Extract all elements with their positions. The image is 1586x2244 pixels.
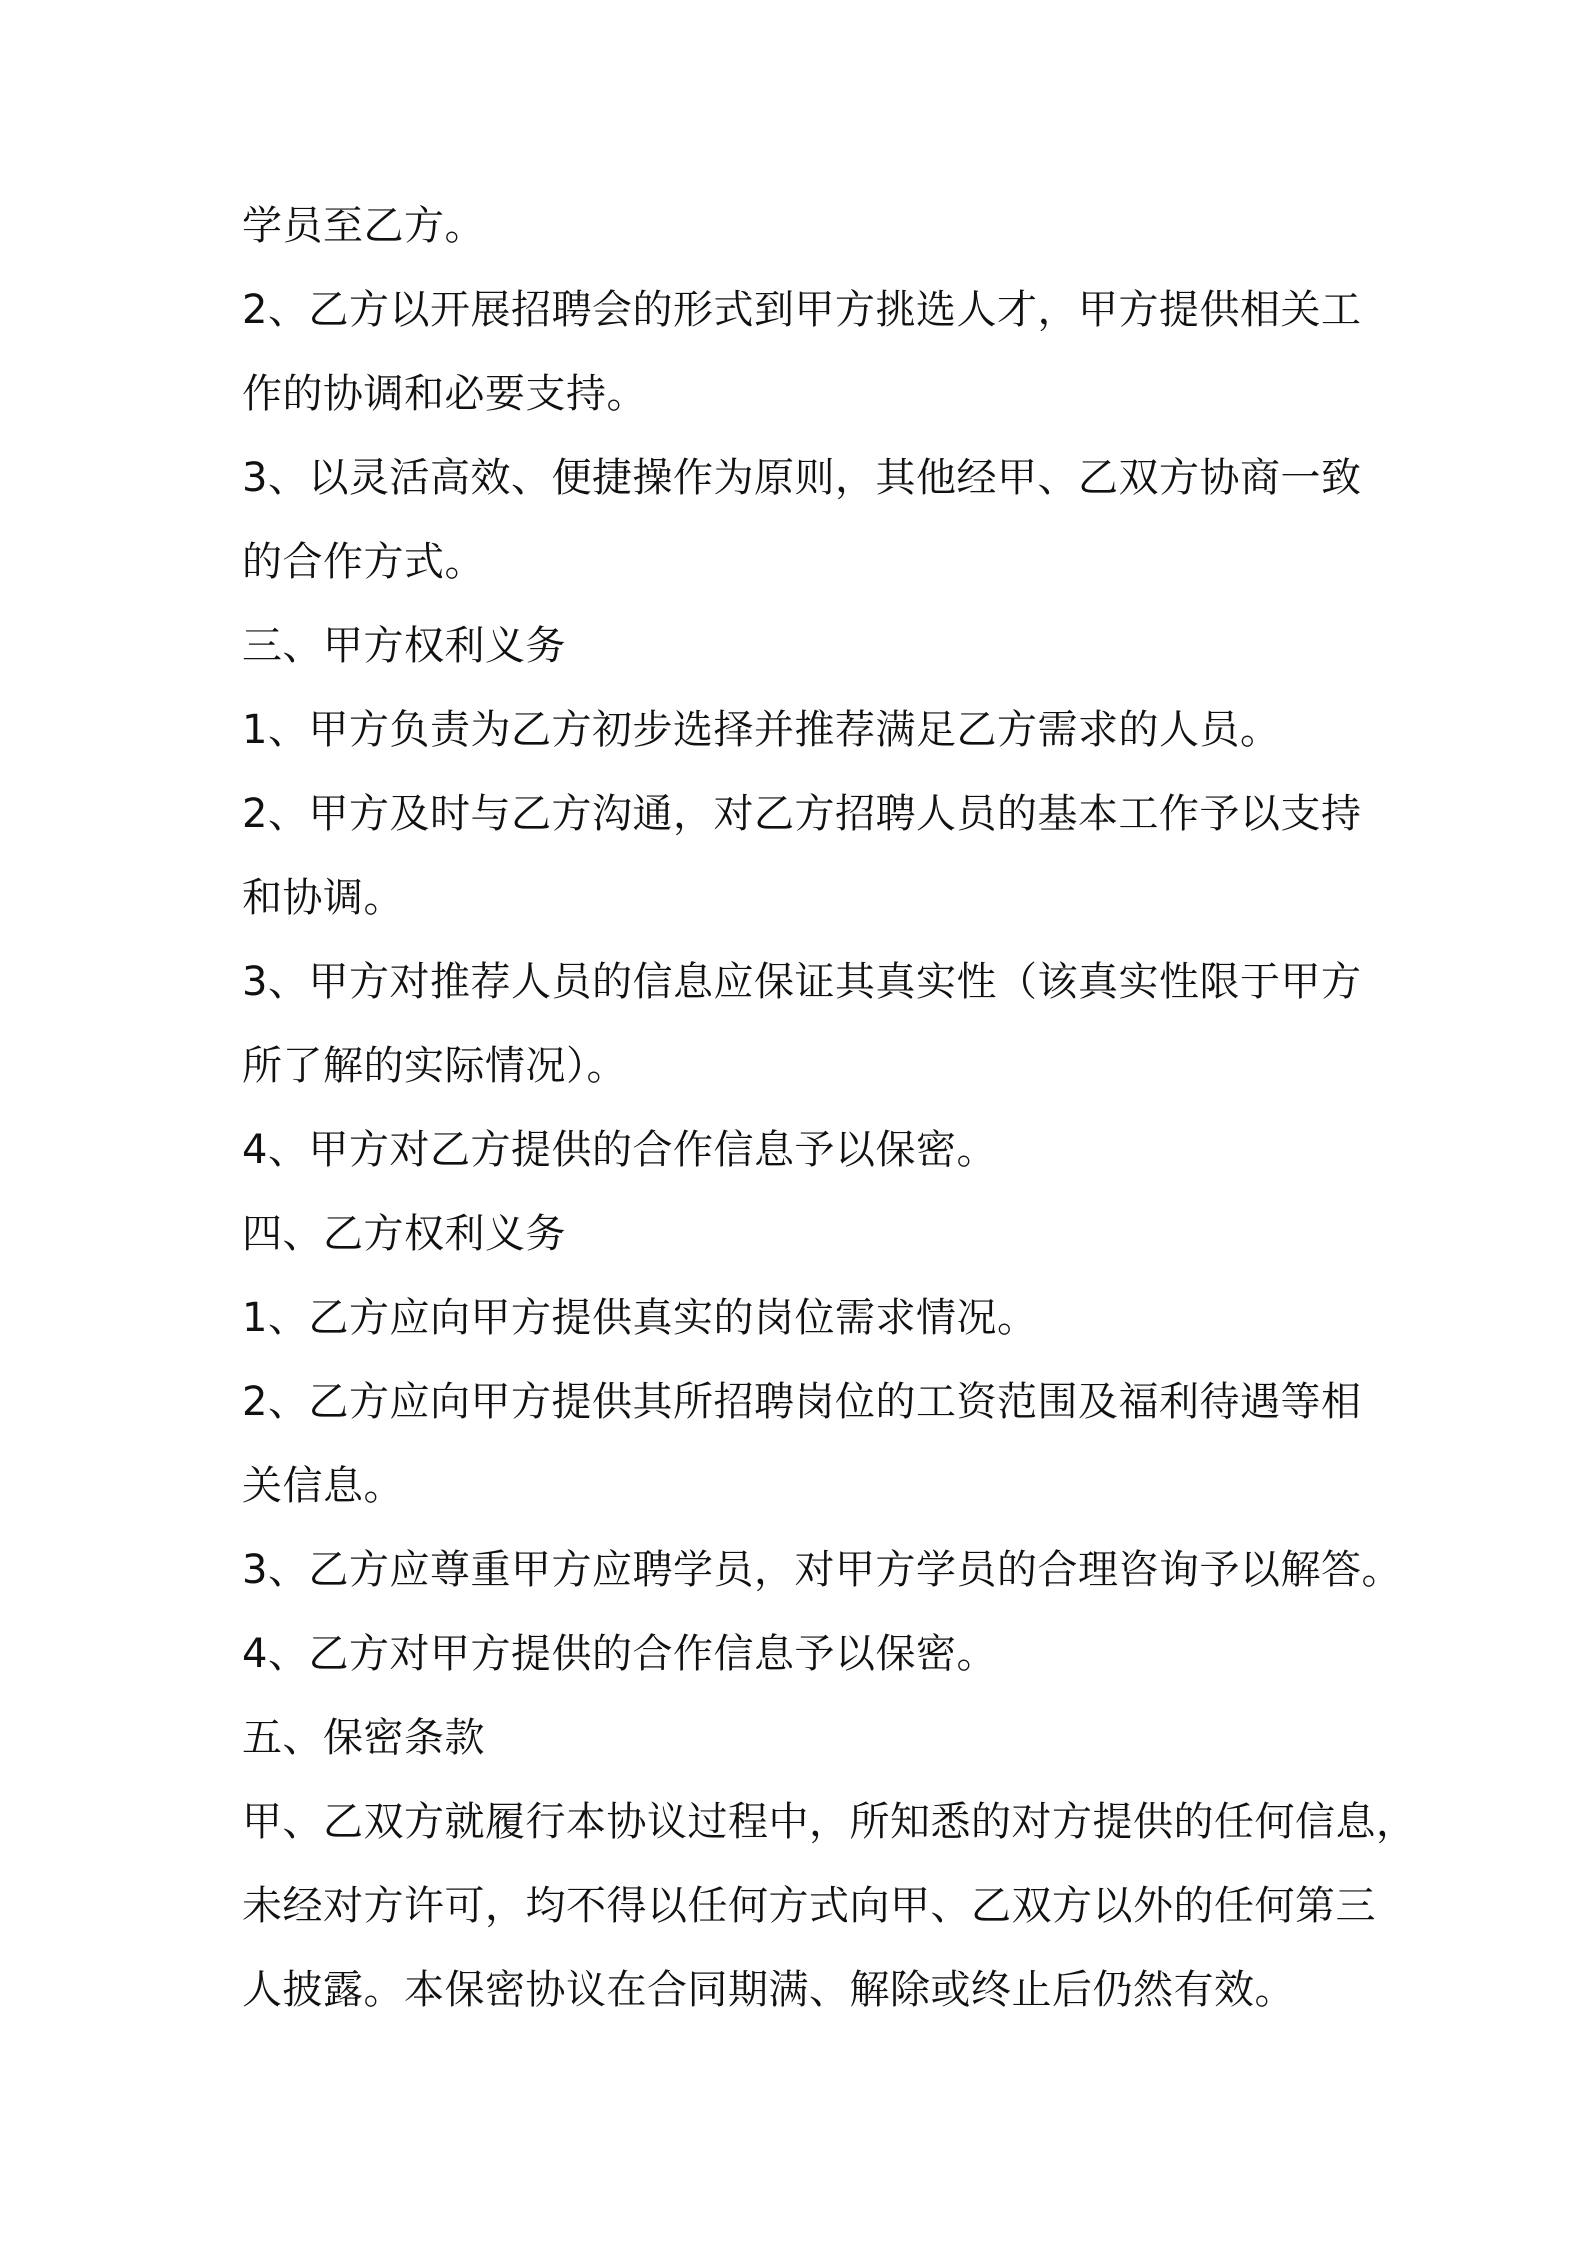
paragraph-line: 所了解的实际情况）。 bbox=[242, 1043, 627, 1089]
paragraph-line: 3、甲方对推荐人员的信息应保证其真实性（该真实性限于甲方 bbox=[242, 959, 1362, 1005]
paragraph-line: 作的协调和必要支持。 bbox=[242, 371, 647, 417]
paragraph-line: 学员至乙方。 bbox=[242, 203, 485, 249]
paragraph-line: 2、甲方及时与乙方沟通，对乙方招聘人员的基本工作予以支持 bbox=[242, 791, 1362, 837]
paragraph-line: 1、乙方应向甲方提供真实的岗位需求情况。 bbox=[242, 1295, 1038, 1341]
paragraph-line: 人披露。本保密协议在合同期满、解除或终止后仍然有效。 bbox=[242, 1967, 1295, 2013]
paragraph-line: 甲、乙双方就履行本协议过程中，所知悉的对方提供的任何信息， bbox=[242, 1799, 1417, 1845]
paragraph-line: 2、乙方应向甲方提供其所招聘岗位的工资范围及福利待遇等相 bbox=[242, 1379, 1362, 1425]
paragraph-line: 的合作方式。 bbox=[242, 539, 485, 585]
section-heading: 五、保密条款 bbox=[242, 1715, 485, 1761]
paragraph-line: 和协调。 bbox=[242, 875, 404, 921]
paragraph-line: 关信息。 bbox=[242, 1463, 404, 1509]
paragraph-line: 未经对方许可，均不得以任何方式向甲、乙双方以外的任何第三 bbox=[242, 1883, 1376, 1929]
paragraph-line: 3、乙方应尊重甲方应聘学员，对甲方学员的合理咨询予以解答。 bbox=[242, 1547, 1402, 1593]
paragraph-line: 4、甲方对乙方提供的合作信息予以保密。 bbox=[242, 1127, 997, 1173]
paragraph-line: 2、乙方以开展招聘会的形式到甲方挑选人才，甲方提供相关工 bbox=[242, 287, 1362, 333]
paragraph-line: 3、以灵活高效、便捷操作为原则，其他经甲、乙双方协商一致 bbox=[242, 455, 1362, 501]
paragraph-line: 1、甲方负责为乙方初步选择并推荐满足乙方需求的人员。 bbox=[242, 707, 1281, 753]
section-heading: 四、乙方权利义务 bbox=[242, 1211, 566, 1257]
paragraph-line: 4、乙方对甲方提供的合作信息予以保密。 bbox=[242, 1631, 997, 1677]
section-heading: 三、甲方权利义务 bbox=[242, 623, 566, 669]
